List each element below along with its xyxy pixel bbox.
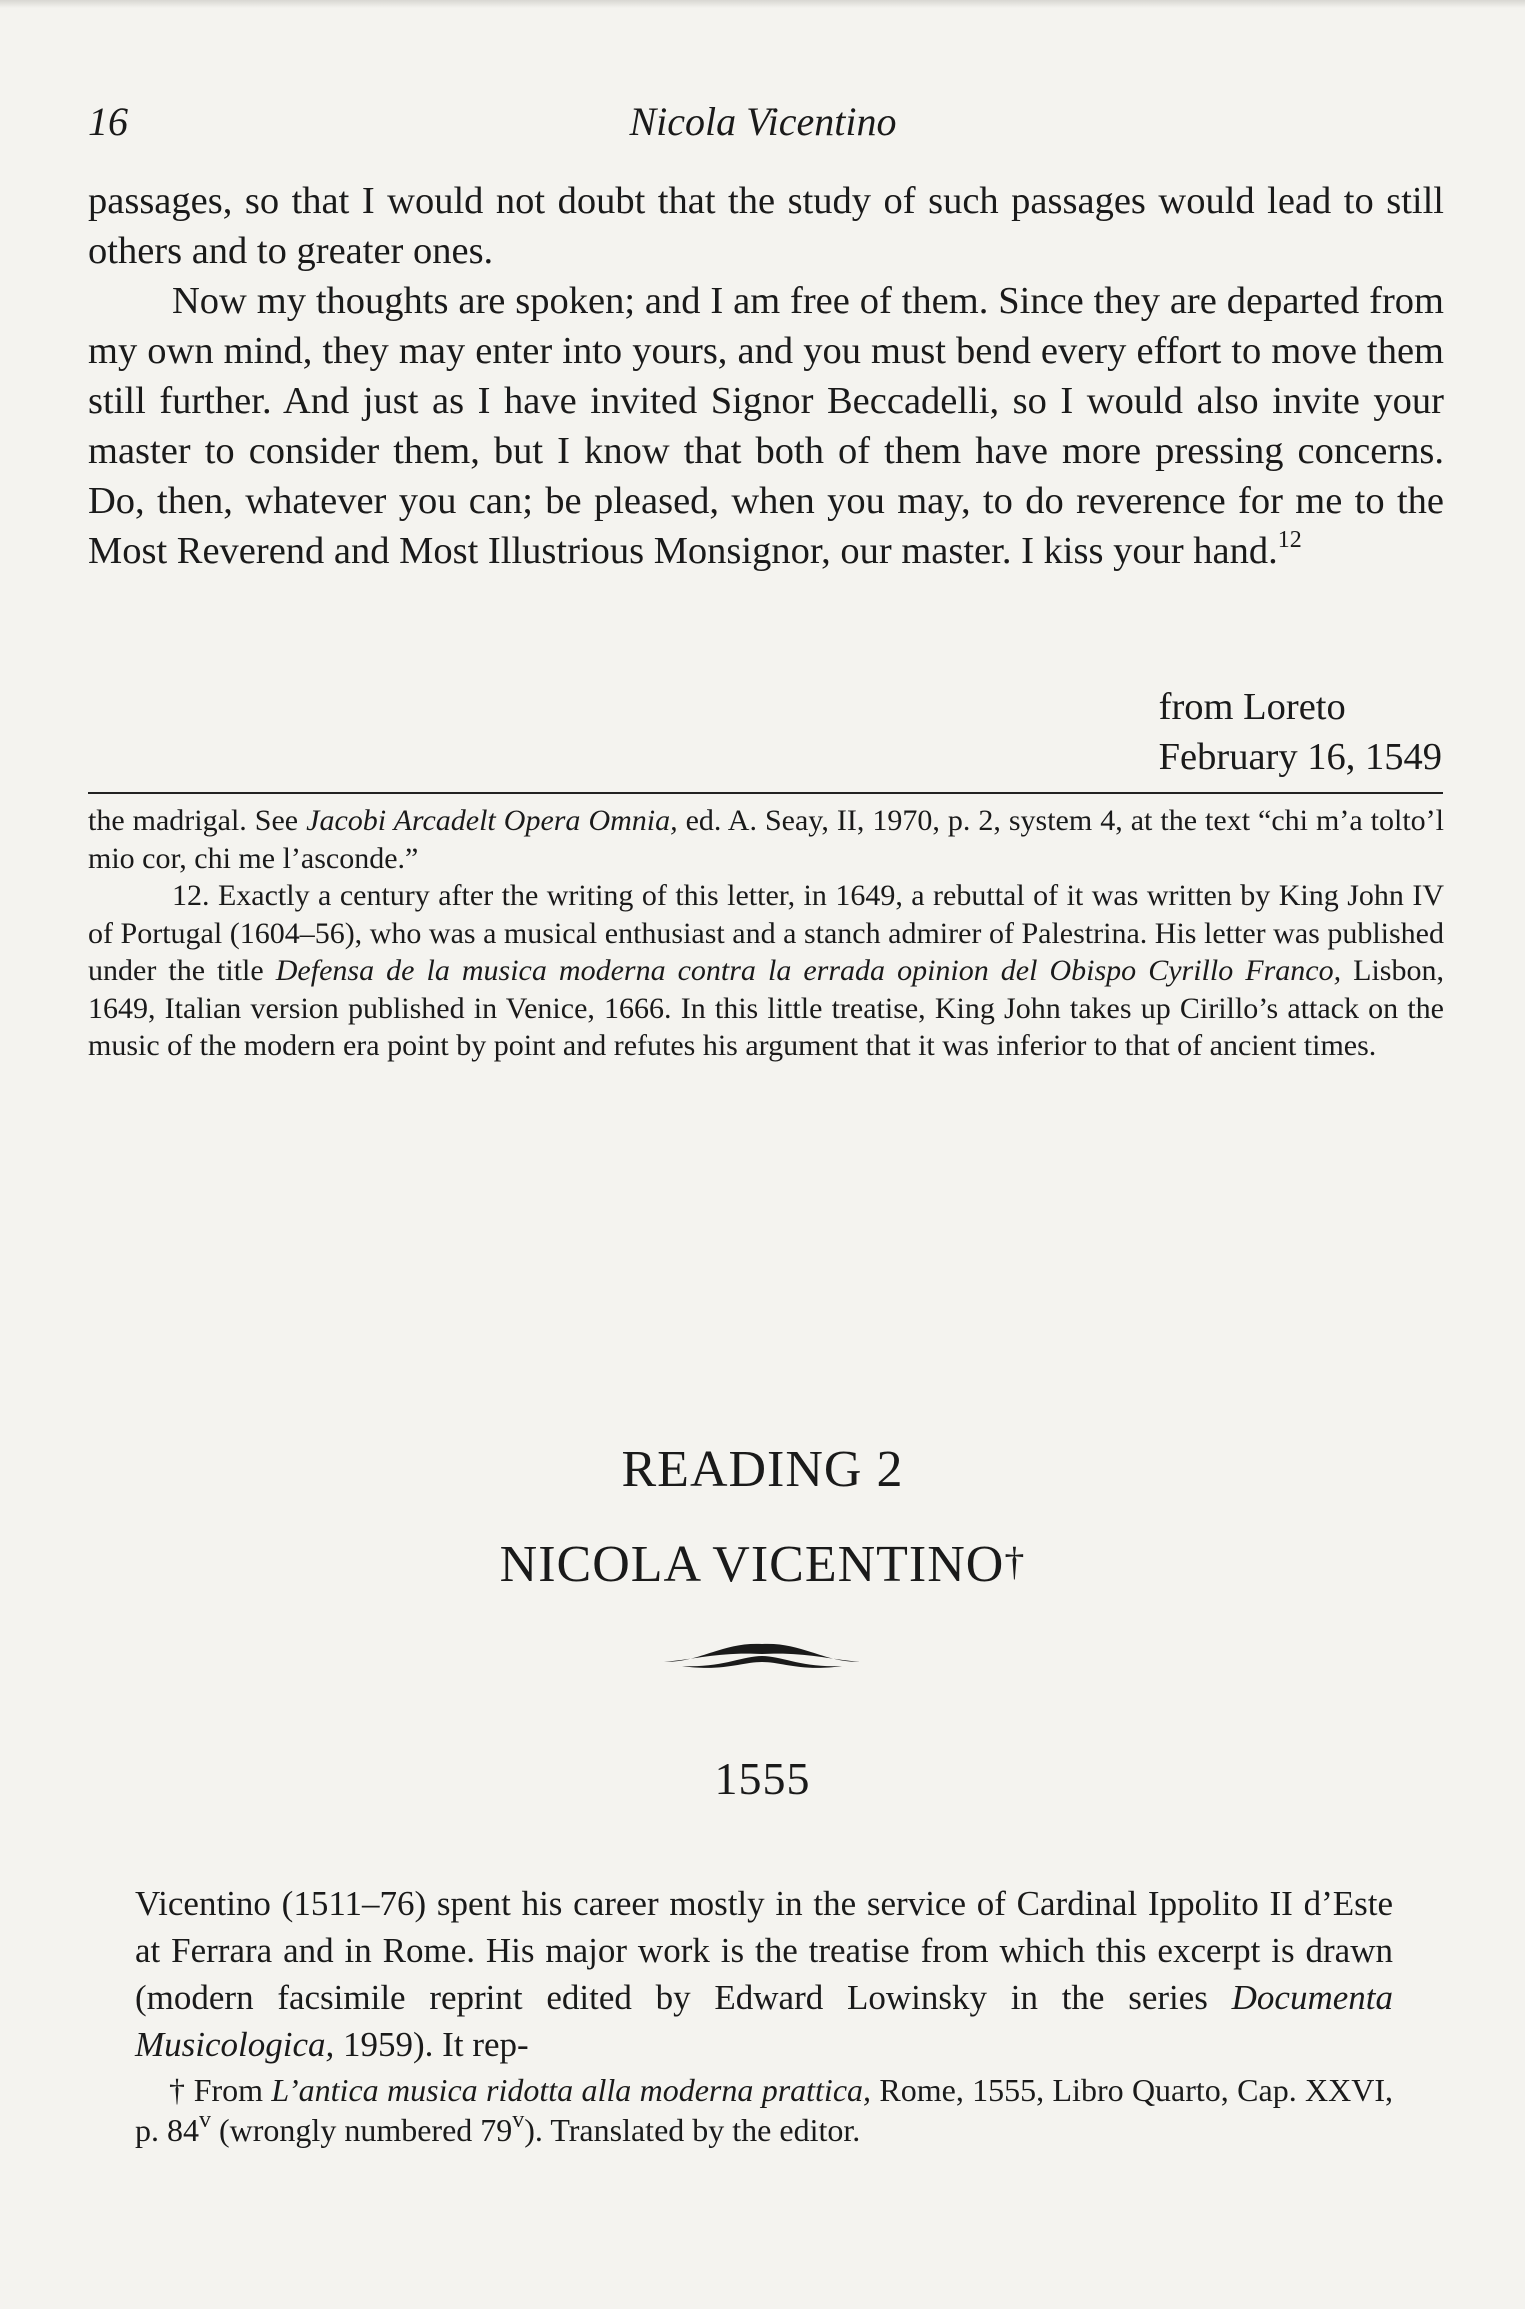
source-text: † From <box>169 2072 272 2108</box>
footnote-text: Lisbon, 1649, Italian version published in Venice, 1666. In this little treatise, King John takes up Cirillo’s attack on the music of the modern era point by point and refutes his argument that it was inferior to that of ancient times. <box>88 954 1444 1062</box>
intro-text: 1959). It rep- <box>334 2025 529 2064</box>
source-text: Rome, 1555, Libro Quarto, Cap. XXVI, p. 84 <box>135 2072 1394 2148</box>
letter-paragraph: passages, so that I would not doubt that the study of such passages would lead to still others and to greater ones. <box>88 180 1444 272</box>
footnote-cited-title: Jacobi Arcadelt Opera Omnia, <box>306 804 678 837</box>
source-text: (wrongly numbered 79 <box>211 2112 513 2148</box>
reading-author <box>0 1535 1525 1594</box>
reading-title: READING 2 <box>621 1441 904 1498</box>
footnote-divider <box>88 792 1443 794</box>
footnote-text: ed. A. Seay, II, 1970, p. 2, system 4, at the text “chi m’a tolto’l mio cor, chi me l’asconde.” <box>88 804 1445 875</box>
reading-year: 1555 <box>714 1753 811 1804</box>
page-header <box>88 98 1438 148</box>
footnote-continued <box>88 802 1444 877</box>
footnotes <box>88 802 1444 1065</box>
letter-text <box>88 176 1444 576</box>
verso-mark: v <box>512 2107 525 2134</box>
intro-paragraph <box>135 1880 1393 2068</box>
running-head: Nicola Vicentino <box>629 99 897 144</box>
letter-paragraph <box>88 276 1444 576</box>
footnote-cited-title: Defensa de la musica moderna contra la errada opinion del Obispo Cyrillo Franco, <box>275 954 1342 987</box>
footnote-text: 12. Exactly a century after the writing of this letter, in 1649, a rebuttal of it was written by King John IV of Portugal (1604–56), who was a musical enthusiast and a stanch admirer of Palestrina. His letter was published under the title <box>88 879 1444 987</box>
introduction <box>135 1880 1393 2068</box>
swash-ornament-icon <box>662 1632 862 1676</box>
reading-author-name: NICOLA VICENTINO <box>499 1536 1005 1593</box>
source-text: ). Translated by the editor. <box>524 2112 861 2148</box>
verso-mark: v <box>199 2107 211 2134</box>
letter-place: from Loreto <box>1158 686 1346 728</box>
page-edge-shadow <box>0 0 1525 8</box>
footnote-12 <box>88 877 1444 1065</box>
footnote-text: the madrigal. See <box>88 804 307 837</box>
source-note <box>135 2070 1393 2150</box>
intro-text: Vicentino (1511–76) spent his career mostly in the service of Cardinal Ippolito II d’Este at Ferrara and in Rome. His major work is the treatise from which this excerpt is drawn (modern facsimile reprint edited by Edward Lowinsky in the series <box>135 1884 1393 2017</box>
letter-dateline <box>1159 682 1442 782</box>
letter-paragraph-text: Now my thoughts are spoken; and I am free of them. Since they are departed from my own mind, they may enter into yours, and you must bend every effort to move them still further. And just as I have invited Signor Beccadelli, so I would also invite your master to consider them, but I know that both of them have more pressing concerns. Do, then, whatever you can; be pleased, when you may, to do reverence for me to the Most Reverend and Most Illustrious Monsignor, our master. I kiss your hand. <box>88 280 1444 572</box>
page-number: 16 <box>88 99 128 144</box>
source-note-paragraph <box>135 2070 1393 2150</box>
source-note-marker: † <box>1004 1539 1026 1584</box>
footnote-reference: 12 <box>1277 527 1302 554</box>
letter-date: February 16, 1549 <box>1158 736 1442 778</box>
series-title: Documenta Musicologica, <box>135 1978 1393 2064</box>
source-title: L’antica musica ridotta alla moderna prattica, <box>271 2072 872 2108</box>
